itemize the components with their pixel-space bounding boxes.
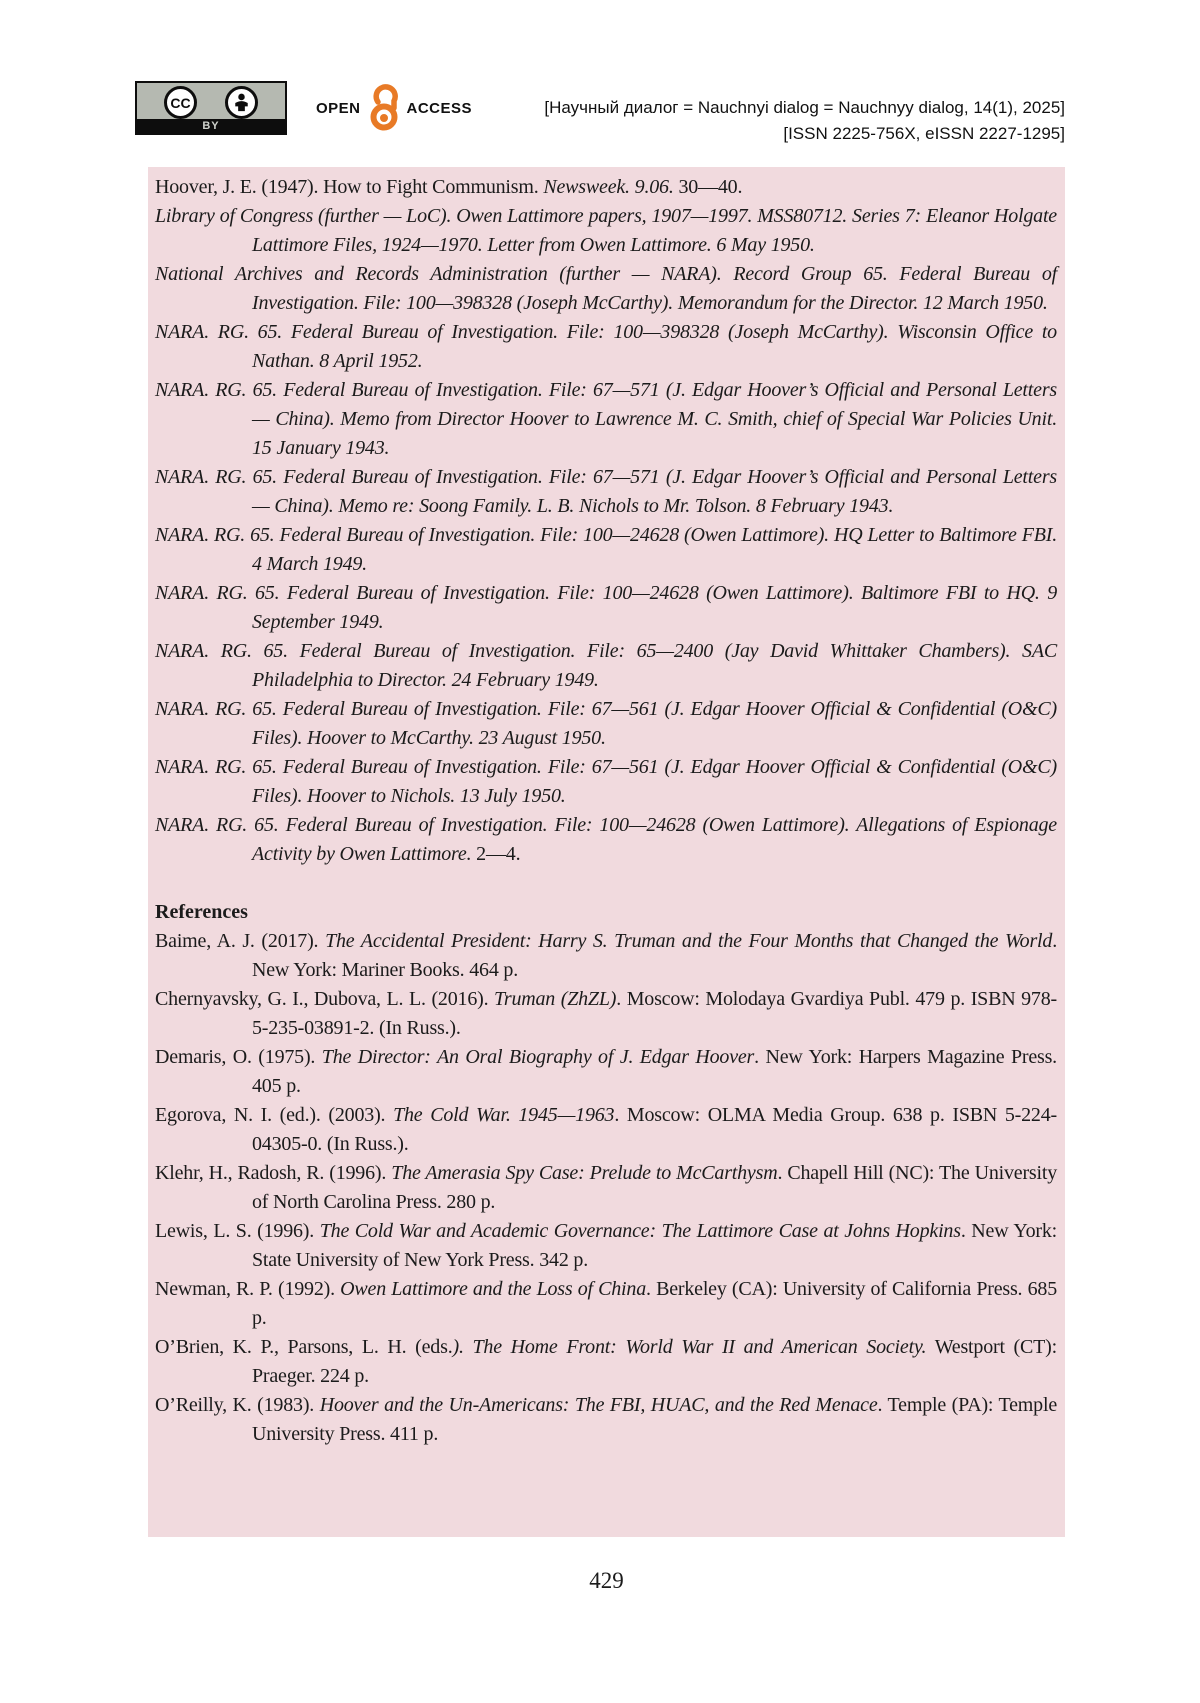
reference-entry-segment: Westport (CT): Praeger. 224 p. — [252, 1336, 1057, 1387]
source-entry-segment: NARA. RG. 65. Federal Bureau of Investigation. File: 100—24628 (Owen Lattimore). Baltimore FBI to HQ. 9 September 1949. — [155, 582, 1057, 633]
reference-entry-segment: Newman, R. P. (1992). — [155, 1278, 341, 1300]
source-entry — [155, 463, 1057, 521]
reference-entry-segment: Hoover and the Un-Americans: The FBI, HUAC, and the Red Menace — [319, 1394, 878, 1416]
reference-entry — [155, 1217, 1057, 1275]
reference-entry — [155, 1275, 1057, 1333]
source-entry — [155, 695, 1057, 753]
reference-entry-segment: The Accidental President: Harry S. Truman and the Four Months that Changed the World — [325, 930, 1053, 952]
reference-entry — [155, 985, 1057, 1043]
open-access-open-label: OPEN — [316, 99, 361, 117]
reference-entry-segment: Baime, A. J. (2017). — [155, 930, 326, 952]
reference-entry-segment: . New York: Mariner Books. 464 p. — [252, 930, 1058, 981]
page-number: 429 — [589, 1568, 624, 1593]
source-entry-segment: NARA. RG. 65. Federal Bureau of Investigation. File: 65—2400 (Jay David Whittaker Chambers). SAC Philadelphia to Director. 24 February 1949. — [155, 640, 1057, 691]
cc-by-license-badge — [135, 81, 287, 135]
reference-entry-segment: The Cold War. 1945—1963 — [393, 1104, 615, 1126]
source-entry-segment: 30—40. — [673, 176, 743, 198]
highlighted-references-block — [148, 167, 1065, 1537]
open-access-access-label: ACCESS — [406, 99, 473, 117]
source-entry-segment: NARA. RG. 65. Federal Bureau of Investigation. File: 100—398328 (Joseph McCarthy). Wisconsin Office to Nathan. 8 April 1952. — [155, 321, 1057, 372]
reference-entry-segment: Chernyavsky, G. I., Dubova, L. L. (2016). — [155, 988, 495, 1010]
source-entry — [155, 202, 1057, 260]
cc-badge-icons — [137, 83, 285, 119]
section-gap — [155, 869, 1057, 898]
reference-entry — [155, 1043, 1057, 1101]
references-heading: References — [155, 901, 248, 923]
reference-entry-segment: O’Brien, K. P., Parsons, L. H. (eds. — [155, 1336, 453, 1358]
reference-entry-segment: . Moscow: OLMA Media Group. 638 p. ISBN 5-224-04305-0. (In Russ.). — [252, 1104, 1057, 1155]
attribution-person-icon — [225, 86, 258, 119]
source-entry — [155, 173, 1057, 202]
reference-entry-segment: The Amerasia Spy Case: Prelude to McCarthysm — [391, 1162, 778, 1184]
source-entry-segment: NARA. RG. 65. Federal Bureau of Investigation. File: 67—561 (J. Edgar Hoover Official & Confidential (O&C) Files). Hoover to McCarthy. 23 August 1950. — [155, 698, 1057, 749]
source-entry-segment: Hoover, J. E. (1947). How to Fight Communism. — [155, 176, 544, 198]
source-entry — [155, 521, 1057, 579]
source-entry-segment: Newsweek. 9.06. — [543, 176, 674, 198]
journal-issn-line: [ISSN 2225-756X, eISSN 2227-1295] — [783, 124, 1065, 143]
reference-entry-segment: Lewis, L. S. (1996). — [155, 1220, 320, 1242]
source-entry — [155, 260, 1057, 318]
reference-entry-segment: . Chapell Hill (NC): The University of North Carolina Press. 280 p. — [252, 1162, 1058, 1213]
creative-commons-icon: CC — [164, 86, 197, 119]
reference-entry — [155, 1101, 1057, 1159]
source-entry-segment: NARA. RG. 65. Federal Bureau of Investigation. File: 67—561 (J. Edgar Hoover Official & Confidential (O&C) Files). Hoover to Nichols. 13 July 1950. — [155, 756, 1057, 807]
open-access-logo — [316, 84, 472, 132]
reference-entry-segment: ). The Home Front: World War II and American Society. — [452, 1336, 927, 1358]
source-entry-segment: National Archives and Records Administration (further — NARA). Record Group 65. Federal Bureau of Investigation. File: 100—398328 (Joseph McCarthy). Memorandum for the Director. 12 March 1950. — [155, 263, 1057, 314]
source-entry — [155, 637, 1057, 695]
reference-entry — [155, 927, 1057, 985]
source-entry-segment: NARA. RG. 65. Federal Bureau of Investigation. File: 67—571 (J. Edgar Hoover’s Official and Personal Letters — China). Memo re: Soong Family. L. B. Nichols to Mr. Tolson. 8 February 1943. — [155, 466, 1057, 517]
reference-entry-segment: Egorova, N. I. (ed.). (2003). — [155, 1104, 394, 1126]
source-entry-segment: 2—4. — [476, 843, 521, 865]
reference-entry-segment: . New York: Harpers Magazine Press. 405 p. — [252, 1046, 1057, 1097]
source-entry-segment: NARA. RG. 65. Federal Bureau of Investigation. File: 100—24628 (Owen Lattimore). Allegations of Espionage Activity by Owen Lattimore. — [155, 814, 1057, 865]
cc-by-label: BY — [137, 119, 285, 134]
reference-entry-segment: . Berkeley (CA): University of California Press. 685 p. — [252, 1278, 1057, 1329]
reference-entry-segment: Truman (ZhZL) — [494, 988, 617, 1010]
source-entry — [155, 811, 1057, 869]
source-entry — [155, 753, 1057, 811]
source-entry-segment: Library of Congress (further — LoC). Owen Lattimore papers, 1907—1997. MSS80712. Series 7: Eleanor Holgate Lattimore Files, 1924—1970. Letter from Owen Lattimore. 6 May 1950. — [155, 205, 1057, 256]
reference-entry-segment: The Director: An Oral Biography of J. Edgar Hoover — [321, 1046, 755, 1068]
reference-entry-segment: Demaris, O. (1975). — [155, 1046, 322, 1068]
journal-title-line: [Научный диалог = Nauchnyi dialog = Nauchnyy dialog, 14(1), 2025] — [544, 98, 1065, 117]
reference-entry-segment: . Moscow: Molodaya Gvardiya Publ. 479 p. ISBN 978-5-235-03891-2. (In Russ.). — [252, 988, 1057, 1039]
references-list — [155, 927, 1057, 1449]
journal-info — [544, 95, 1065, 147]
reference-entry-segment: O’Reilly, K. (1983). — [155, 1394, 320, 1416]
reference-entry-segment: The Cold War and Academic Governance: The Lattimore Case at Johns Hopkins — [319, 1220, 961, 1242]
archival-sources-list — [155, 173, 1057, 869]
reference-entry-segment: . Temple (PA): Temple University Press. 411 p. — [252, 1394, 1057, 1445]
reference-entry-segment: . New York: State University of New York Press. 342 p. — [252, 1220, 1057, 1271]
source-entry — [155, 579, 1057, 637]
reference-entry-segment: Klehr, H., Radosh, R. (1996). — [155, 1162, 392, 1184]
source-entry-segment: NARA. RG. 65. Federal Bureau of Investigation. File: 100—24628 (Owen Lattimore). HQ Letter to Baltimore FBI. 4 March 1949. — [155, 524, 1057, 575]
source-entry — [155, 376, 1057, 463]
open-lock-icon — [365, 84, 403, 132]
reference-entry — [155, 1391, 1057, 1449]
reference-entry — [155, 1333, 1057, 1391]
source-entry — [155, 318, 1057, 376]
reference-entry-segment: Owen Lattimore and the Loss of China — [340, 1278, 647, 1300]
source-entry-segment: NARA. RG. 65. Federal Bureau of Investigation. File: 67—571 (J. Edgar Hoover’s Official and Personal Letters — China). Memo from Director Hoover to Lawrence M. C. Smith, chief of Special War Policies Unit. 15 January 1943. — [155, 379, 1057, 459]
reference-entry — [155, 1159, 1057, 1217]
